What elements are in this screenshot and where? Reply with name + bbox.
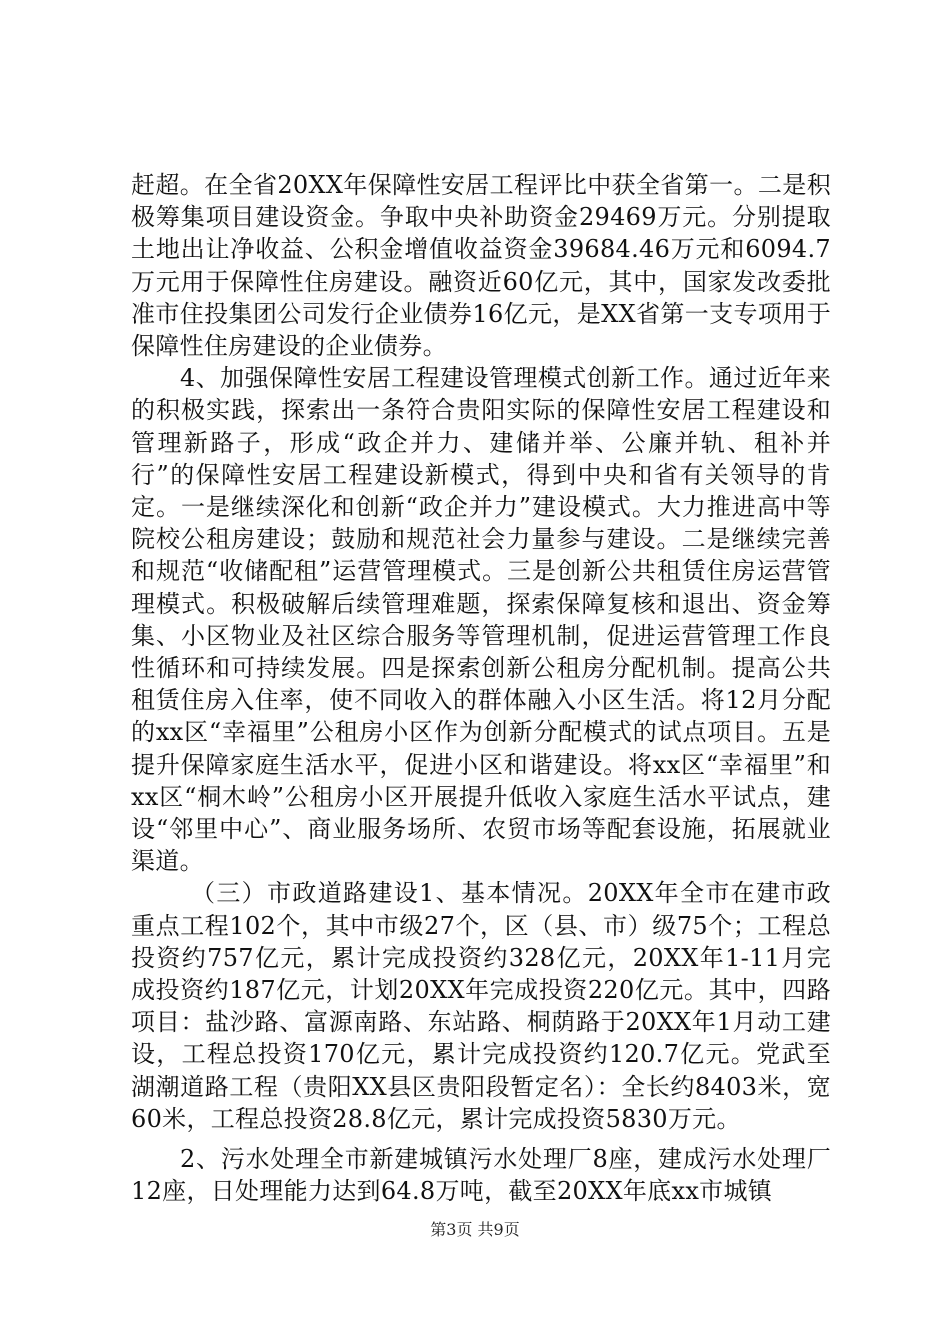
paragraph-continuation: 赶超。在全省20XX年保障性安居工程评比中获全省第一。二是积极筹集项目建设资金。争取中央补助资金29469万元。分别提取土地出让净收益、公积金增值收益资金39684.46万元和6094.7万元用于保障性住房建设。融资近60亿元，其中，国家发改委批准市住投集团公司发行企业债券16亿元，是XX省第一支专项用于保障性住房建设的企业债券。 — [131, 171, 831, 361]
paragraph-section-3: （三）市政道路建设1、基本情况。20XX年全市在建市政重点工程102个，其中市级27个，区（县、市）级75个；工程总投资约757亿元，累计完成投资约328亿元，20XX年1-11月完成投资约187亿元，计划20XX年完成投资220亿元。其中，四路项目：盐沙路、富源南路、东站路、桐荫路于20XX年1月动工建设，工程总投资170亿元，累计完成投资约120.7亿元。党武至湖潮道路工程（贵阳XX县区贵阳段暂定名）：全长约8403米，宽60米，工程总投资28.8亿元，累计完成投资5830万元。 — [131, 879, 831, 1133]
paragraph-item-4: 4、加强保障性安居工程建设管理模式创新工作。通过近年来的积极实践，探索出一条符合贵阳实际的保障性安居工程建设和管理新路子，形成“政企并力、建储并举、公廉并轨、租补并行”的保障性安居工程建设新模式，得到中央和省有关领导的肯定。一是继续深化和创新“政企并力”建设模式。大力推进高中等院校公租房建设；鼓励和规范社会力量参与建设。二是继续完善和规范“收储配租”运营管理模式。三是创新公共租赁住房运营管理模式。积极破解后续管理难题，探索保障复核和退出、资金筹集、小区物业及社区综合服务等管理机制，促进运营管理工作良性循环和可持续发展。四是探索创新公租房分配机制。提高公共租赁住房入住率，使不同收入的群体融入小区生活。将12月分配的xx区“幸福里”公租房小区作为创新分配模式的试点项目。五是提升保障家庭生活水平，促进小区和谐建设。将xx区“幸福里”和xx区“桐木岭”公租房小区开展提升低收入家庭生活水平试点，建设“邻里中心”、商业服务场所、农贸市场等配套设施，拓展就业渠道。 — [131, 364, 831, 876]
paragraph-item-2: 2、污水处理全市新建城镇污水处理厂8座，建成污水处理厂12座，日处理能力达到64.8万吨，截至20XX年底xx市城镇 — [131, 1145, 831, 1206]
document-body — [131, 169, 831, 1208]
page-footer: 第3页 共9页 — [430, 1220, 520, 1239]
